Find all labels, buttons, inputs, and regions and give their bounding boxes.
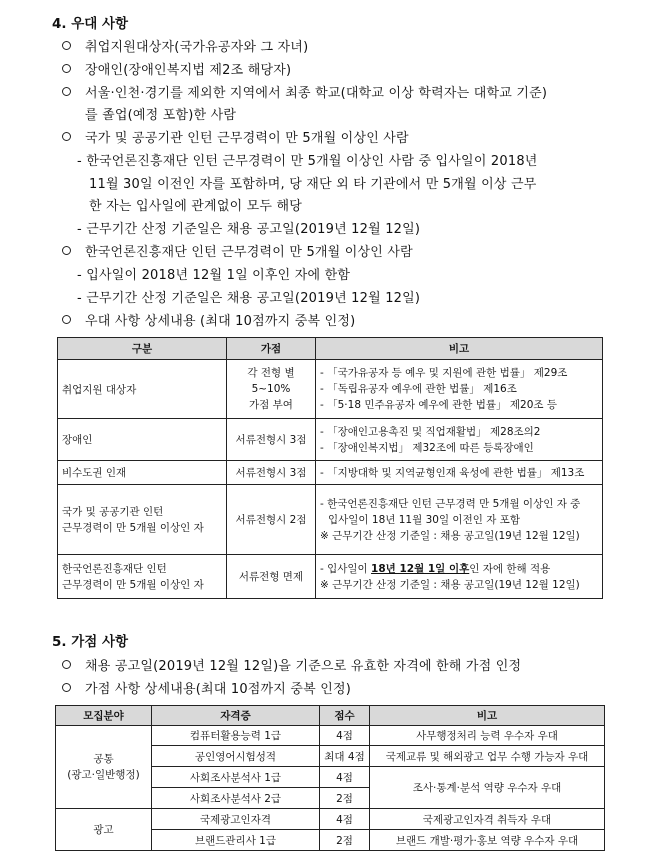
bullet-continuation: 를 졸업(예정 포함)한 사람	[85, 108, 237, 123]
score-cell: 최대 4점	[320, 746, 370, 767]
note-cell: 국제교류 및 해외광고 업무 수행 가능자 우대	[370, 746, 605, 767]
points-cell: 서류전형시 3점	[227, 419, 316, 461]
note-cell: - 「국가유공자 등 예우 및 지원에 관한 법률」 제29조 - 「독립유공자 예우에 관한 법률」 제16조 - 「5·18 민주유공자 예우에 관한 법률」 제20조 등	[316, 360, 603, 419]
category-cell: 장애인	[58, 419, 227, 461]
dash-item: - 한국언론진흥재단 인턴 근무경력이 만 5개월 이상인 사람 중 입사일이 2018년	[77, 154, 538, 169]
note-cell: 조사·통계·분석 역량 우수자 우대	[370, 767, 605, 809]
circle-bullet-icon	[62, 87, 71, 96]
note-cell: - 「지방대학 및 지역균형인재 육성에 관한 법률」 제13조	[316, 461, 603, 485]
cert-cell: 사회조사분석사 1급	[152, 767, 320, 788]
bullet-item: 한국언론진흥재단 인턴 근무경력이 만 5개월 이상인 사람	[62, 241, 413, 260]
note-cell: 국제광고인자격 취득자 우대	[370, 809, 605, 830]
cert-cell: 국제광고인자격	[152, 809, 320, 830]
table-row	[58, 419, 603, 461]
field-cell: 공통 (광고·일반행정)	[56, 726, 152, 809]
note-cell: 브랜드 개발·평가·홍보 역량 우수자 우대	[370, 830, 605, 851]
circle-bullet-icon	[62, 64, 71, 73]
table-row	[58, 485, 603, 555]
bullet-item: 가점 사항 상세내용(최대 10점까지 중복 인정)	[62, 678, 351, 697]
category-cell: 국가 및 공공기관 인턴 근무경력이 만 5개월 이상인 자	[58, 485, 227, 555]
score-cell: 4점	[320, 809, 370, 830]
dash-continuation: 한 자는 입사일에 관계없이 모두 해당	[89, 199, 303, 214]
dash-item: - 근무기간 산정 기준일은 채용 공고일(2019년 12월 12일)	[77, 222, 421, 237]
cert-cell: 공인영어시험성적	[152, 746, 320, 767]
preference-table	[57, 337, 603, 599]
circle-bullet-icon	[62, 41, 71, 50]
cert-cell: 브랜드관리사 1급	[152, 830, 320, 851]
score-cell: 2점	[320, 788, 370, 809]
table-header-row	[58, 338, 603, 360]
note-cell: - 「장애인고용촉진 및 직업재활법」 제28조의2 - 「장애인복지법」 제32조에 따른 등록장애인	[316, 419, 603, 461]
points-cell: 각 전형 별 5~10% 가점 부여	[227, 360, 316, 419]
section-5-title: 5. 가점 사항	[52, 634, 129, 650]
bullet-item: 취업지원대상자(국가유공자와 그 자녀)	[62, 36, 308, 55]
score-cell: 4점	[320, 726, 370, 746]
circle-bullet-icon	[62, 132, 71, 141]
dash-item: - 근무기간 산정 기준일은 채용 공고일(2019년 12월 12일)	[77, 291, 421, 306]
table-row	[56, 726, 605, 746]
dash-continuation: 11월 30일 이전인 자를 포함하며, 당 재단 외 타 기관에서 만 5개월 이상 근무	[89, 177, 537, 192]
points-cell: 서류전형 면제	[227, 555, 316, 599]
dash-item: - 입사일이 2018년 12월 1일 이후인 자에 한함	[77, 268, 351, 283]
note-cell: - 한국언론진흥재단 인턴 근무경력 만 5개월 이상인 자 중 입사일이 18년 11월 30일 이전인 자 포함 ※ 근무기간 산정 기준일 : 채용 공고일(19년 12월 12일)	[316, 485, 603, 555]
highlighted-date: 18년 12월 1일 이후	[371, 562, 470, 575]
category-cell: 한국언론진흥재단 인턴 근무경력이 만 5개월 이상인 자	[58, 555, 227, 599]
table-row	[58, 461, 603, 485]
points-cell: 서류전형시 3점	[227, 461, 316, 485]
category-cell: 취업지원 대상자	[58, 360, 227, 419]
column-header: 비고	[370, 706, 605, 726]
column-header: 모집분야	[56, 706, 152, 726]
bullet-item: 우대 사항 상세내용 (최대 10점까지 중복 인정)	[62, 310, 355, 329]
column-header: 비고	[316, 338, 603, 360]
column-header: 자격증	[152, 706, 320, 726]
bonus-table	[55, 705, 605, 851]
circle-bullet-icon	[62, 660, 71, 669]
note-cell: - 입사일이 18년 12월 1일 이후인 자에 한해 적용 ※ 근무기간 산정 기준일 : 채용 공고일(19년 12월 12일)	[316, 555, 603, 599]
note-cell: 사무행정처리 능력 우수자 우대	[370, 726, 605, 746]
points-cell: 서류전형시 2점	[227, 485, 316, 555]
circle-bullet-icon	[62, 315, 71, 324]
column-header: 구분	[58, 338, 227, 360]
section-4-title: 4. 우대 사항	[52, 16, 129, 32]
bullet-item: 국가 및 공공기관 인턴 근무경력이 만 5개월 이상인 사람	[62, 127, 409, 146]
bullet-item: 장애인(장애인복지법 제2조 해당자)	[62, 59, 291, 78]
table-header-row	[56, 706, 605, 726]
circle-bullet-icon	[62, 246, 71, 255]
field-cell: 광고	[56, 809, 152, 851]
score-cell: 4점	[320, 767, 370, 788]
column-header: 가점	[227, 338, 316, 360]
bullet-item: 서울·인천·경기를 제외한 지역에서 최종 학교(대학교 이상 학력자는 대학교 기준)	[62, 82, 547, 101]
table-row	[56, 809, 605, 830]
circle-bullet-icon	[62, 683, 71, 692]
cert-cell: 사회조사분석사 2급	[152, 788, 320, 809]
table-row	[58, 360, 603, 419]
cert-cell: 컴퓨터활용능력 1급	[152, 726, 320, 746]
score-cell: 2점	[320, 830, 370, 851]
column-header: 점수	[320, 706, 370, 726]
category-cell: 비수도권 인재	[58, 461, 227, 485]
table-row	[58, 555, 603, 599]
bullet-item: 채용 공고일(2019년 12월 12일)을 기준으로 유효한 자격에 한해 가점 인정	[62, 655, 521, 674]
